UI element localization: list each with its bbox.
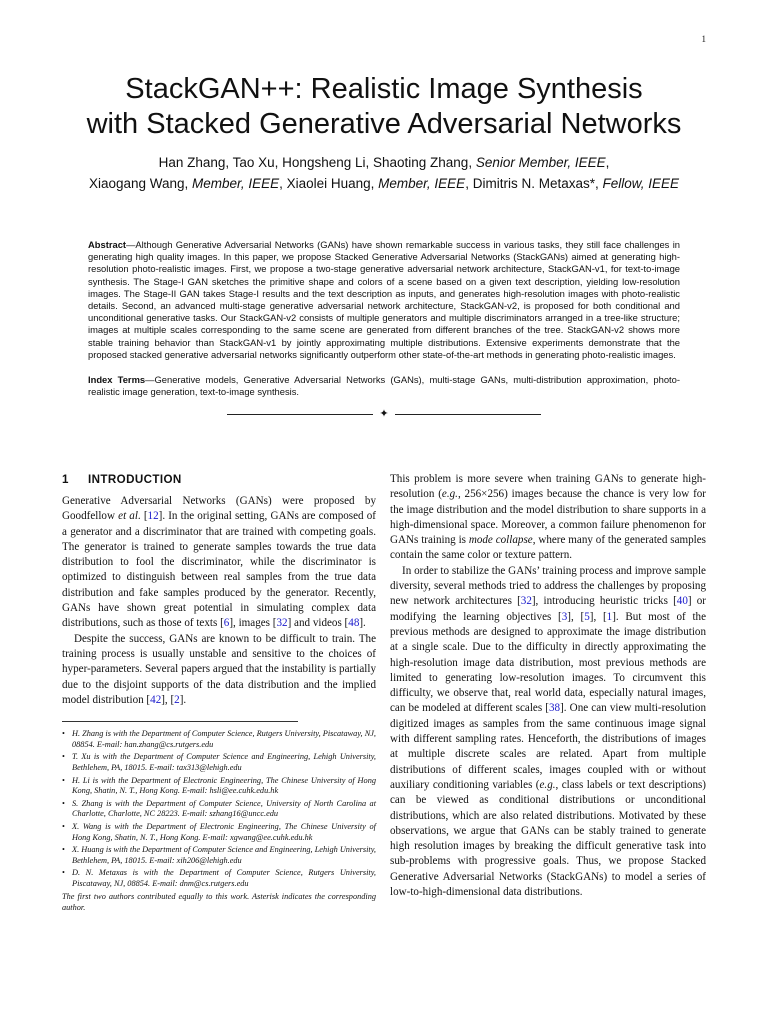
text-run: , 256×256) images because the chance is very low for the image distribution and the model distribution to share supports in a high-dimensional space. Moreover, a common failure phenomenon for GANs training is bbox=[390, 488, 706, 547]
footnote-item bbox=[62, 845, 376, 866]
divider-rule-right bbox=[395, 414, 541, 415]
footnote-text: S. Zhang is with the Department of Computer Science, University of North Carolina at Charlotte, Charlotte, NC 28223. E-mail: szhang16@uncc.edu bbox=[72, 798, 376, 819]
footnote-text: X. Wang is with the Department of Electronic Engineering, The Chinese University of Hong Kong, Shatin, N. T., Hong Kong. E-mail: xgwang@ee.cuhk.edu.hk bbox=[72, 821, 376, 842]
text-run: ], images [ bbox=[229, 617, 277, 630]
text-run: , where many of the generated samples contain the same color or texture pattern. bbox=[390, 534, 706, 562]
citation-link[interactable]: 3 bbox=[561, 610, 568, 623]
intro-paragraph-4 bbox=[390, 564, 706, 901]
title-line-1: StackGAN++: Realistic Image Synthesis bbox=[125, 73, 643, 105]
footnote-rule bbox=[62, 721, 298, 722]
text-run: , class labels or text descriptions) can be viewed as conditional distributions or unconditional distributions, which are also related distributions. Motivated by these observations, we argue that GANs can be stably trained to generate high resolution images by breaking the difficult generative task into sub-problems with progressive goals. Thus, we propose Stacked Generative Adversarial Networks (StackGANs) to model a series of low-to-high-dimensional data distributions. bbox=[390, 778, 706, 899]
intro-paragraph-3 bbox=[390, 472, 706, 564]
author-name-huang: , Xiaolei Huang, bbox=[279, 176, 379, 191]
text-run-italic: et al bbox=[118, 510, 138, 523]
text-run: ]. bbox=[179, 693, 187, 706]
footnote-text: X. Huang is with the Department of Computer Science and Engineering, Lehigh University, Bethlehem, PA, 18015. E-mail: xih206@lehigh.edu bbox=[72, 845, 376, 865]
footnote-item bbox=[62, 752, 376, 773]
paper-title bbox=[40, 72, 728, 142]
author-list bbox=[40, 152, 728, 194]
citation-link[interactable]: 40 bbox=[676, 595, 688, 608]
text-run: ], introducing heuristic tricks [ bbox=[531, 595, 677, 608]
author-role-wang: Member, IEEE bbox=[192, 176, 280, 191]
text-run-italic: e.g. bbox=[539, 778, 556, 791]
left-column bbox=[62, 472, 376, 914]
intro-paragraph-1 bbox=[62, 494, 376, 632]
footnote-item bbox=[62, 729, 376, 750]
abstract-text: —Although Generative Adversarial Networks (GANs) have shown remarkable success in various tasks, they still face challenges in generating high quality images. In this paper, we propose Stacked Generative Adversarial Networks (StackGANs) aimed at generating high-resolution photo-realistic images. First, we propose a two-stage generative adversarial network architecture, StackGAN-v1, for text-to-image synthesis. The Stage-I GAN sketches the primitive shape and colors of a scene based on a given text description, yielding low-resolution images. The Stage-II GAN takes Stage-I results and the text description as inputs, and generates high-resolution images with photo-realistic details. Second, an advanced multi-stage generative adversarial network architecture, StackGAN-v2, is proposed for both conditional and unconditional generative tasks. Our StackGAN-v2 consists of multiple generators and multiple discriminators arranged in a tree-like structure; images at multiple scales corresponding to the same scene are generated from different branches of the tree. StackGAN-v2 shows more stable training behavior than StackGAN-v1 by jointly approximating multiple distributions. Extensive experiments demonstrate that the proposed stacked generative adversarial networks significantly outperform other state-of-the-art methods in generating photo-realistic images. bbox=[88, 239, 680, 360]
section-title: INTRODUCTION bbox=[88, 473, 182, 486]
bullet-icon: • bbox=[62, 729, 65, 739]
intro-paragraph-2 bbox=[62, 632, 376, 708]
text-run: ], [ bbox=[589, 610, 607, 623]
divider-rule-left bbox=[227, 414, 373, 415]
bullet-icon: • bbox=[62, 821, 65, 831]
abstract-label: Abstract bbox=[88, 239, 127, 250]
divider-star-icon: ✦ bbox=[379, 407, 389, 420]
text-run: Despite the success, GANs are known to be difficult to train. The training process is usually unstable and sensitive to the choices of hyper-parameters. Several papers argued that the instability is partially due to the disjoint supports of the data distribution and the implied model distribution [ bbox=[62, 632, 376, 706]
text-run: ] or modifying the learning objectives [ bbox=[390, 595, 706, 623]
equal-contribution-note: The first two authors contributed equally to this work. Asterisk indicates the corresponding author. bbox=[62, 892, 376, 913]
bullet-icon: • bbox=[62, 798, 65, 808]
citation-link[interactable]: 42 bbox=[150, 693, 162, 706]
footnote-item bbox=[62, 776, 376, 797]
citation-link[interactable]: 12 bbox=[147, 510, 159, 523]
author-end-1: , bbox=[605, 155, 610, 170]
author-line-1 bbox=[40, 152, 728, 173]
index-terms-label: Index Terms bbox=[88, 374, 146, 385]
author-names-1: Han Zhang, Tao Xu, Hongsheng Li, Shaoting Zhang, bbox=[158, 155, 476, 170]
author-role-1: Senior Member, IEEE bbox=[475, 155, 606, 170]
text-run: ]. bbox=[359, 617, 366, 630]
author-name-wang: Xiaogang Wang, bbox=[88, 176, 193, 191]
citation-link[interactable]: 48 bbox=[348, 617, 360, 630]
bullet-icon: • bbox=[62, 868, 65, 878]
right-column bbox=[390, 472, 706, 900]
text-run: ]. In the original setting, GANs are composed of a generator and a discriminator that are trained with competing goals. The generator is trained to generate samples towards the true data distribution to fool the discriminator, while the discriminator is optimized to distinguish between real samples from the true data distribution and fake samples produced by the generator. Recently, GANs have shown great potential in simulating complex data distributions, such as those of texts [ bbox=[62, 510, 376, 630]
footnote-text: H. Zhang is with the Department of Computer Science, Rutgers University, Piscataway, NJ, 08854. E-mail: han.zhang@cs.rutgers.edu bbox=[72, 729, 376, 749]
bullet-icon: • bbox=[62, 752, 65, 762]
citation-link[interactable]: 6 bbox=[223, 617, 230, 630]
citation-link[interactable]: 32 bbox=[276, 617, 288, 630]
footnote-item bbox=[62, 822, 376, 843]
author-role-metaxas: Fellow, IEEE bbox=[602, 176, 680, 191]
index-terms bbox=[88, 374, 680, 398]
footnote-item bbox=[62, 799, 376, 820]
text-run: ], [ bbox=[567, 610, 585, 623]
author-role-huang: Member, IEEE bbox=[378, 176, 466, 191]
section-divider bbox=[227, 407, 541, 421]
author-line-2 bbox=[40, 173, 728, 194]
text-run: This problem is more severe when training GANs to generate high-resolution ( bbox=[390, 473, 706, 501]
citation-link[interactable]: 1 bbox=[606, 610, 613, 623]
text-run: In order to stabilize the GANs’ training process and improve sample diversity, several methods tried to address the challenges by proposing new network architectures [ bbox=[390, 564, 706, 608]
text-run: . [ bbox=[137, 510, 148, 523]
footnote-item bbox=[62, 868, 376, 889]
text-run: ]. But most of the previous methods are designed to approximate the image distribution at a single scale. Due to the difficulty in directly approximating the high-resolution image data distribution, most previous methods are limited to generating low-resolution images. To circumvent this difficulty, we observe that, real world data, especially natural images, can be modeled at different scales [ bbox=[390, 610, 707, 715]
page-number: 1 bbox=[701, 34, 706, 44]
citation-link[interactable]: 5 bbox=[584, 610, 590, 623]
index-terms-text: —Generative models, Generative Adversarial Networks (GANs), multi-stage GANs, multi-distribution approximation, photo-realistic image generation, text-to-image synthesis. bbox=[88, 374, 680, 398]
bullet-icon: • bbox=[62, 775, 65, 785]
text-run: ], [ bbox=[161, 693, 175, 706]
footnote-text: H. Li is with the Department of Electronic Engineering, The Chinese University of Hong Kong, Shatin, N. T., Hong Kong. E-mail: hsli@ee.cuhk.edu.hk bbox=[72, 775, 376, 796]
affiliation-footnotes bbox=[62, 729, 376, 889]
section-number: 1 bbox=[62, 473, 69, 486]
citation-link[interactable]: 32 bbox=[520, 595, 532, 608]
abstract bbox=[88, 239, 680, 361]
footnote-text: D. N. Metaxas is with the Department of Computer Science, Rutgers University, Piscataway, NJ, 08854. E-mail: dnm@cs.rutgers.edu bbox=[72, 868, 376, 888]
text-run: ]. One can view multi-resolution digitized images as samples from the same continuous image signal with different sampling rates. Henceforth, the distributions of images at multiple discrete scales are related. Apart from multiple distributions of different scales, images coupled with or without auxiliary conditioning variables ( bbox=[390, 702, 706, 791]
citation-link[interactable]: 38 bbox=[549, 702, 561, 715]
bullet-icon: • bbox=[62, 845, 65, 855]
text-run-italic: e.g. bbox=[441, 488, 458, 501]
author-name-metaxas: , Dimitris N. Metaxas*, bbox=[465, 176, 603, 191]
citation-link[interactable]: 2 bbox=[174, 693, 180, 706]
text-run: Generative Adversarial Networks (GANs) were proposed by Goodfellow bbox=[62, 495, 376, 523]
section-heading-introduction bbox=[62, 472, 376, 488]
title-line-2: with Stacked Generative Adversarial Networks bbox=[86, 108, 682, 140]
text-run-italic: mode collapse bbox=[468, 534, 533, 547]
text-run: ] and videos [ bbox=[287, 617, 349, 630]
footnote-text: T. Xu is with the Department of Computer Science and Engineering, Lehigh University, Bethlehem, PA, 18015. E-mail: tax313@lehigh.edu bbox=[72, 752, 376, 772]
